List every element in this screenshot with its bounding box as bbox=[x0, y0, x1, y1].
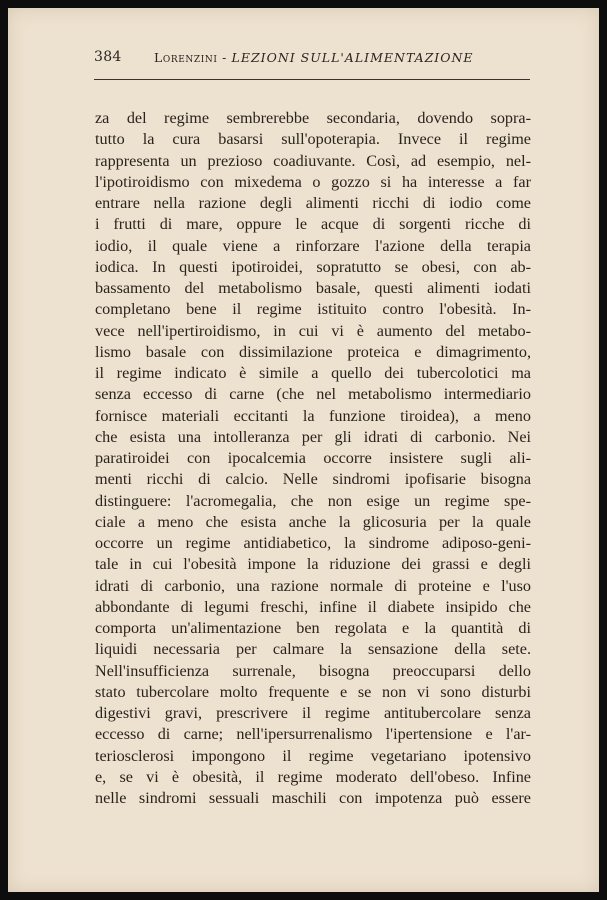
text-line: menti ricchi di calcio. Nelle sindromi ipofisarie bisogna bbox=[95, 470, 531, 489]
author-name: Lorenzini bbox=[154, 50, 218, 65]
text-line: completano bene il regime istituito contro l'obesità. In- bbox=[95, 300, 531, 319]
text-line: che esista una intolleranza per gli idrati di carbonio. Nei bbox=[95, 427, 531, 446]
text-line: digestivi gravi, prescrivere il regime antitubercolare senza bbox=[95, 704, 531, 722]
text-line: senza eccesso di carne (che nel metabolismo intermediario bbox=[95, 385, 531, 404]
text-line: iodio, il quale viene a rinforzare l'azione della terapia bbox=[95, 236, 531, 255]
text-line: lismo basale con dissimilazione proteica e dimagrimento, bbox=[95, 342, 531, 361]
text-line: teriosclerosi impongono il regime vegetariano ipotensivo bbox=[95, 746, 531, 765]
header-separator: - bbox=[217, 50, 232, 65]
text-line: ciale a meno che esista anche la glicosuria per la quale bbox=[95, 512, 531, 531]
text-line: fornisce materiali eccitanti la funzione tiroidea), a meno bbox=[95, 406, 531, 425]
text-line: stato tubercolare molto frequente e se non vi sono disturbi bbox=[95, 682, 531, 701]
text-line: tutto la cura basarsi sull'opoterapia. Invece il regime bbox=[95, 130, 531, 149]
page-number: 384 bbox=[94, 49, 122, 65]
text-line: il regime indicato è simile a quello dei tubercolotici ma bbox=[95, 364, 531, 382]
running-header bbox=[94, 49, 530, 71]
text-line: e, se vi è obesità, il regime moderato dell'obeso. Infine bbox=[95, 767, 531, 786]
text-line: liquidi necessaria per calmare la sensazione della sete. bbox=[95, 640, 531, 659]
text-line: distinguere: l'acromegalia, che non esige un regime spe- bbox=[95, 491, 531, 510]
text-line: occorre un regime antidiabetico, la sindrome adiposo-geni- bbox=[95, 534, 531, 552]
text-line: entrare nella razione degli alimenti ricchi di iodio come bbox=[95, 194, 531, 212]
running-title bbox=[154, 50, 474, 65]
text-line: nelle sindromi sessuali maschili con impotenza può essere bbox=[95, 789, 531, 807]
text-line: l'ipotiroidismo con mixedema o gozzo si ha interesse a far bbox=[95, 172, 531, 191]
text-line: abbondante di legumi freschi, infine il diabete insipido che bbox=[95, 597, 531, 616]
text-line: comporta un'alimentazione ben regolata e la quantità di bbox=[95, 619, 531, 637]
text-line: rappresenta un prezioso coadiuvante. Così, ad esempio, nel- bbox=[95, 151, 531, 170]
text-line: iodica. In questi ipotiroidei, sopratutto se obesi, con ab- bbox=[95, 257, 531, 276]
header-rule bbox=[94, 79, 530, 80]
text-line: za del regime sembrerebbe secondaria, dovendo sopra- bbox=[95, 109, 531, 127]
text-line: tale in cui l'obesità impone la riduzione dei grassi e degli bbox=[95, 555, 531, 574]
page bbox=[8, 8, 599, 892]
text-line: Nell'insufficienza surrenale, bisogna preoccuparsi dello bbox=[95, 661, 531, 680]
text-line: i frutti di mare, oppure le acque di sorgenti ricche di bbox=[95, 215, 531, 234]
text-line: eccesso di carne; nell'ipersurrenalismo l'ipertensione e l'ar- bbox=[95, 725, 531, 744]
text-line: vece nell'ipertiroidismo, in cui vi è aumento del metabo- bbox=[95, 321, 531, 340]
book-title: LEZIONI SULL'ALIMENTAZIONE bbox=[231, 50, 474, 65]
text-line: paratiroidei con ipocalcemia occorre insistere sugli ali- bbox=[95, 449, 531, 467]
body-text bbox=[95, 108, 531, 809]
text-line: bassamento del metabolismo basale, questi alimenti iodati bbox=[95, 279, 531, 297]
text-line: idrati di carbonio, una razione normale di proteine e l'uso bbox=[95, 576, 531, 595]
